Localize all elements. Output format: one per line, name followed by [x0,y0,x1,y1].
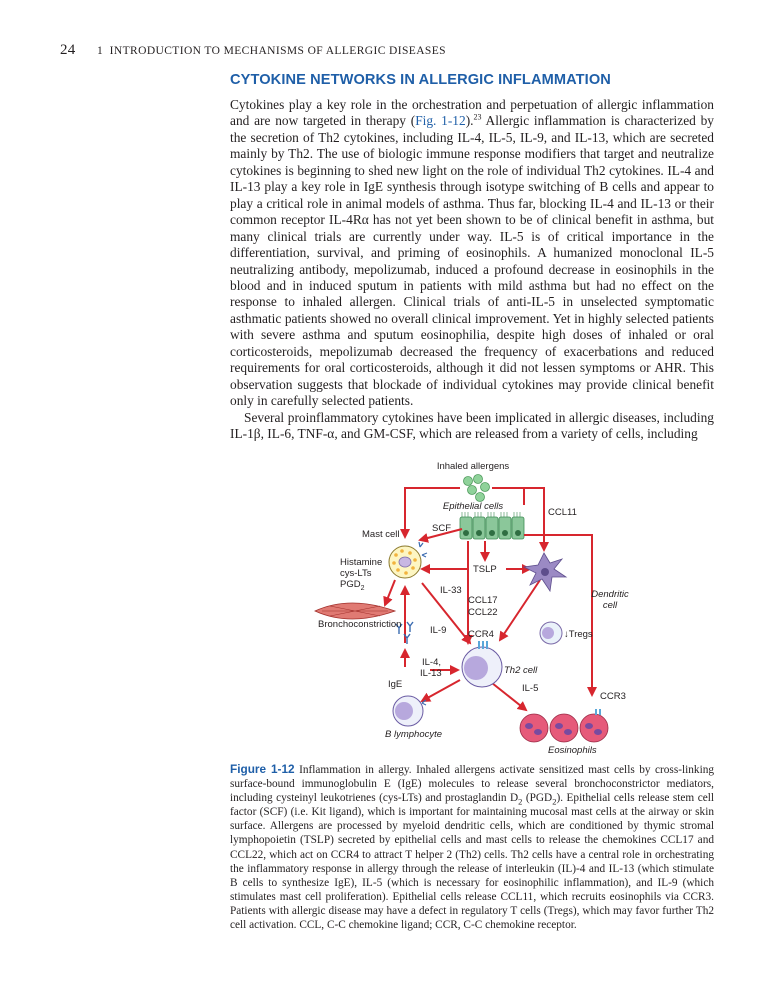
figure-1-12 [310,455,640,760]
page-number: 24 [60,42,76,58]
label-b-lymphocyte: B lymphocyte [385,729,443,740]
label-epithelial-cells: Epithelial cells [442,501,504,512]
running-head [60,42,446,59]
treg-cell [540,622,562,644]
label-il4: IL-4, [422,657,442,668]
eosinophils [520,709,608,742]
epithelial-cells [460,512,524,539]
label-dendritic-cell: cell [602,600,618,611]
smooth-muscle [315,603,395,619]
body-text [230,97,714,443]
label-ccr4: CCR4 [468,629,494,640]
label-bronchoconstriction: Bronchoconstriction [318,619,402,630]
label-ige: IgE [388,679,403,690]
chapter-title: 1 INTRODUCTION TO MECHANISMS OF ALLERGIC DISEASES [96,45,446,57]
label-tregs: ↓Tregs [564,629,593,640]
label-th2-cell: Th2 cell [504,665,538,676]
label-tslp: TSLP [473,564,497,575]
label-il5: IL-5 [522,683,539,694]
th2-cell [462,641,502,687]
paragraph-2: Several proinflammatory cytokines have been implicated in allergic diseases, including IL-1β, IL-6, TNF-α, and GM-CSF, which are released from a variety of cells, including [230,409,714,442]
dendritic-cell [524,553,566,591]
label-cys-lts: cys-LTs [340,568,372,579]
b-lymphocyte [393,696,426,726]
label-scf: SCF [432,523,451,534]
label-dendritic: Dendritic [591,589,629,600]
figure-reference-link[interactable]: Fig. 1-12 [415,113,466,129]
allergy-inflammation-diagram [310,455,640,760]
figure-caption: Figure 1-12 Inflammation in allergy. Inhaled allergens activate sensitized mast cells by cross-linking surface-bound immunoglobulin E (IgE) molecules to release several bronchoconstrictor mediators, including cysteinyl leukotrienes (cys-LTs) and prostaglandin $D_2$ $(PGD_2)$. Epithelial cells release stem cell factor (SCF) (i.e. Kit ligand), which is important for maintaining mucosal mast cells at the airway or skin surface. Allergens are processed by myeloid dendritic cells, which are conditioned by thymic stromal lymphopoietin (TSLP) secreted by epithelial cells and mast cells to release the chemokines CCL17 and CCL22, which act on CCR4 to attract T helper 2 (Th2) cells. Th2 cells have a central role in orchestrating the inflammatory response in allergy through the release of interleukin (IL)-4 and IL-13 (which stimulate B cells to synthesize IgE), IL-5 (which is necessary for eosinophilic inflammation), and IL-9 (which stimulates mast cell proliferation). Epithelial cells release CCL11, which recruits eosinophils via CCR3. Patients with allergic disease may have a defect in regulatory T cells (Tregs), which may favor further Th2 cell activation. CCL, C-C chemokine ligand; CCR, C-C chemokine receptor. [230,762,714,932]
label-ccl17: CCL17 [468,595,498,606]
label-il9: IL-9 [430,625,447,636]
label-histamine: Histamine [340,557,383,568]
label-ccl22: CCL22 [468,607,498,618]
label-ccl11: CCL11 [548,507,577,518]
label-ccr3: CCR3 [600,691,626,702]
label-eosinophils: Eosinophils [548,745,597,756]
allergen-particles [464,475,490,502]
label-il33: IL-33 [440,585,462,596]
paragraph-1: Cytokines play a key role in the orchestration and perpetuation of allergic inflammation and are now targeted in therapy (Fig. 1-12).$^{23}$ Allergic inflammation is characterized by the secretion of Th2 cytokines, including IL-4, IL-5, IL-9, and IL-13, which are secreted mainly by Th2. The use of biologic immune response modifiers that target and neutralize cytokines is beginning to shed new light on the role of individual Th2 cytokines. IL-4 and IL-13 play a key role in IgE synthesis through isotype switching of B cells and appear to play a critical role in animal models of asthma. Thus far, blocking IL-4 and IL-13 or their common receptor IL-4Rα has not yet been shown to be of clinical benefit in asthma, but many clinical trials are currently under way. IL-5 is of critical importance in the differentiation, survival, and priming of eosinophils. A humanized monoclonal IL-5 neutralizing antibody, mepolizumab, induced a profound decrease in eosinophils in the blood and in induced sputum in patients with mild asthma but had no effect on the response to inhaled allergen. Clinical trials of anti-IL-5 in unselected symptomatic asthmatic patients showed no overall clinical improvement. Yet in highly selected patients with severe asthma and sputum eosinophilia, despite high doses of inhaled or oral corticosteroids, mepolizumab decreased the frequency of exacerbations and reduced requirements for oral corticosteroids, although it did not lessen symptoms or AHR. This observation suggests that blockade of individual cytokines may provide clinical benefit only in carefully selected patients. [230,97,715,409]
label-mast-cell: Mast cell [362,529,400,540]
citation-number[interactable]: 23 [473,112,482,122]
section-title: CYTOKINE NETWORKS IN ALLERGIC INFLAMMATION [230,72,611,88]
label-inhaled-allergens: Inhaled allergens [436,461,510,472]
mast-cell [389,542,427,578]
figure-label: Figure 1-12 [230,762,295,776]
label-il13: IL-13 [420,668,442,679]
label-pgd2: $PGD_2$ [340,579,365,592]
